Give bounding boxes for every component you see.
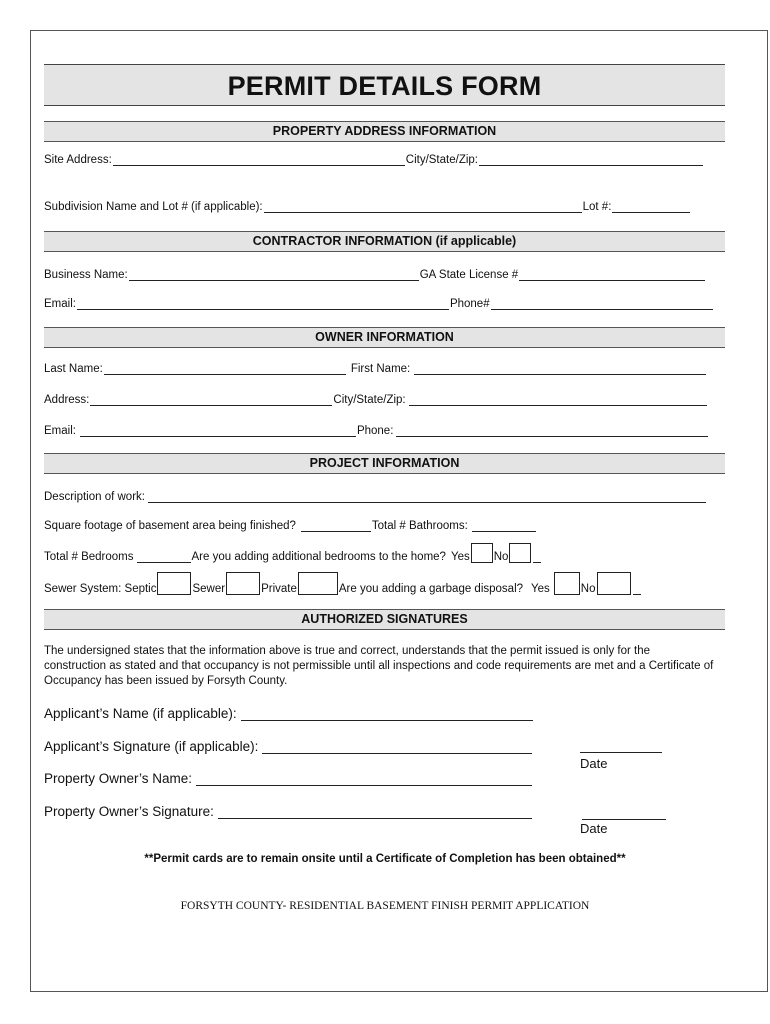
owner-city-state-zip-label: City/State/Zip: bbox=[333, 394, 406, 406]
applicant-date-label: Date bbox=[580, 756, 608, 771]
owner-address-row bbox=[44, 393, 708, 406]
disposal-yes-checkbox[interactable] bbox=[554, 572, 580, 595]
applicant-signature-row bbox=[44, 739, 533, 754]
certification-statement: The undersigned states that the information above is true and correct, understands that the permit issued is only for the construction as stated and that occupancy is not permissible until all inspections and code requirements are met and a Certificate of Occupancy has been issued by Forsyth County. bbox=[44, 645, 714, 687]
adding-bedrooms-label: Are you adding additional bedrooms to the home? bbox=[191, 551, 446, 563]
last-name-field[interactable] bbox=[104, 362, 346, 375]
property-owner-name-field[interactable] bbox=[196, 771, 532, 786]
applicant-signature-label: Applicant’s Signature (if applicable): bbox=[44, 739, 259, 754]
contractor-phone-field[interactable] bbox=[491, 297, 713, 310]
property-owner-signature-field[interactable] bbox=[218, 804, 532, 819]
property-owner-name-label: Property Owner’s Name: bbox=[44, 771, 193, 786]
private-label: Private bbox=[261, 583, 297, 595]
square-footage-field[interactable] bbox=[301, 519, 371, 532]
total-bathrooms-field[interactable] bbox=[472, 519, 536, 532]
owner-name-sig-row bbox=[44, 771, 533, 786]
lot-field[interactable] bbox=[612, 200, 690, 213]
section-header-signatures: AUTHORIZED SIGNATURES bbox=[44, 609, 725, 630]
form-footer: FORSYTH COUNTY- RESIDENTIAL BASEMENT FINISH PERMIT APPLICATION bbox=[180, 900, 590, 912]
business-name-field[interactable] bbox=[129, 268, 419, 281]
owner-email-row bbox=[44, 424, 709, 437]
private-checkbox[interactable] bbox=[298, 572, 338, 595]
applicant-name-field[interactable] bbox=[241, 706, 533, 721]
bedrooms-no-checkbox[interactable] bbox=[509, 543, 531, 563]
applicant-signature-field[interactable] bbox=[262, 739, 532, 754]
description-label: Description of work: bbox=[44, 491, 145, 503]
garbage-disposal-label: Are you adding a garbage disposal? bbox=[338, 583, 524, 595]
contractor-email-label: Email: bbox=[44, 298, 76, 310]
lot-label: Lot #: bbox=[582, 201, 612, 213]
sewer-row bbox=[44, 572, 642, 595]
owner-email-field[interactable] bbox=[80, 424, 356, 437]
contractor-email-field[interactable] bbox=[77, 297, 449, 310]
bedrooms-underline bbox=[533, 550, 541, 563]
description-row bbox=[44, 490, 707, 503]
sewer-checkbox[interactable] bbox=[226, 572, 260, 595]
contractor-email-row bbox=[44, 297, 714, 310]
disposal-no-label: No bbox=[580, 583, 596, 595]
total-bathrooms-label: Total # Bathrooms: bbox=[371, 520, 468, 532]
section-header-owner: OWNER INFORMATION bbox=[44, 327, 725, 348]
business-name-row bbox=[44, 268, 706, 281]
square-footage-label: Square footage of basement area being finished? bbox=[44, 520, 296, 532]
owner-email-label: Email: bbox=[44, 425, 76, 437]
site-address-row bbox=[44, 153, 704, 166]
bedrooms-yes-label: Yes bbox=[450, 551, 470, 563]
applicant-name-label: Applicant’s Name (if applicable): bbox=[44, 706, 237, 721]
bedrooms-yes-checkbox[interactable] bbox=[471, 543, 493, 563]
sewer-label: Sewer bbox=[192, 583, 226, 595]
first-name-label: First Name: bbox=[350, 363, 411, 375]
section-header-contractor: CONTRACTOR INFORMATION (if applicable) bbox=[44, 231, 725, 252]
site-address-field[interactable] bbox=[113, 153, 405, 166]
bedrooms-row bbox=[44, 543, 542, 563]
owner-signature-row bbox=[44, 804, 533, 819]
form-title: PERMIT DETAILS FORM bbox=[44, 64, 725, 106]
septic-checkbox[interactable] bbox=[157, 572, 191, 595]
bedrooms-no-label: No bbox=[493, 551, 509, 563]
first-name-field[interactable] bbox=[414, 362, 706, 375]
square-footage-row bbox=[44, 519, 537, 532]
license-label: GA State License # bbox=[419, 269, 519, 281]
property-owner-signature-label: Property Owner’s Signature: bbox=[44, 804, 214, 819]
total-bedrooms-field[interactable] bbox=[137, 550, 191, 563]
last-name-label: Last Name: bbox=[44, 363, 103, 375]
contractor-phone-label: Phone# bbox=[449, 298, 490, 310]
form-page-border bbox=[30, 30, 768, 992]
disposal-no-checkbox[interactable] bbox=[597, 572, 631, 595]
total-bedrooms-label: Total # Bedrooms bbox=[44, 551, 134, 563]
disposal-underline bbox=[633, 582, 641, 595]
owner-date-label: Date bbox=[580, 821, 608, 836]
section-header-property: PROPERTY ADDRESS INFORMATION bbox=[44, 121, 725, 142]
septic-label: Sewer System: Septic bbox=[44, 583, 157, 595]
owner-phone-label: Phone: bbox=[356, 425, 394, 437]
subdivision-field[interactable] bbox=[264, 200, 582, 213]
section-header-project: PROJECT INFORMATION bbox=[44, 453, 725, 474]
description-field[interactable] bbox=[148, 490, 706, 503]
property-city-state-zip-field[interactable] bbox=[479, 153, 703, 166]
business-name-label: Business Name: bbox=[44, 269, 128, 281]
applicant-name-row bbox=[44, 706, 534, 721]
site-address-label: Site Address: bbox=[44, 154, 112, 166]
applicant-date-field[interactable] bbox=[580, 740, 662, 753]
permit-card-notice: **Permit cards are to remain onsite until a Certificate of Completion has been obtained** bbox=[144, 853, 626, 865]
owner-address-label: Address: bbox=[44, 394, 90, 406]
owner-phone-field[interactable] bbox=[396, 424, 708, 437]
owner-address-field[interactable] bbox=[90, 393, 332, 406]
disposal-yes-label: Yes bbox=[531, 583, 550, 595]
subdivision-row bbox=[44, 200, 691, 213]
subdivision-label: Subdivision Name and Lot # (if applicable): bbox=[44, 201, 263, 213]
property-city-state-zip-label: City/State/Zip: bbox=[405, 154, 478, 166]
owner-city-state-zip-field[interactable] bbox=[409, 393, 707, 406]
owner-date-field[interactable] bbox=[582, 806, 666, 820]
owner-name-row bbox=[44, 362, 707, 375]
license-field[interactable] bbox=[519, 268, 705, 281]
